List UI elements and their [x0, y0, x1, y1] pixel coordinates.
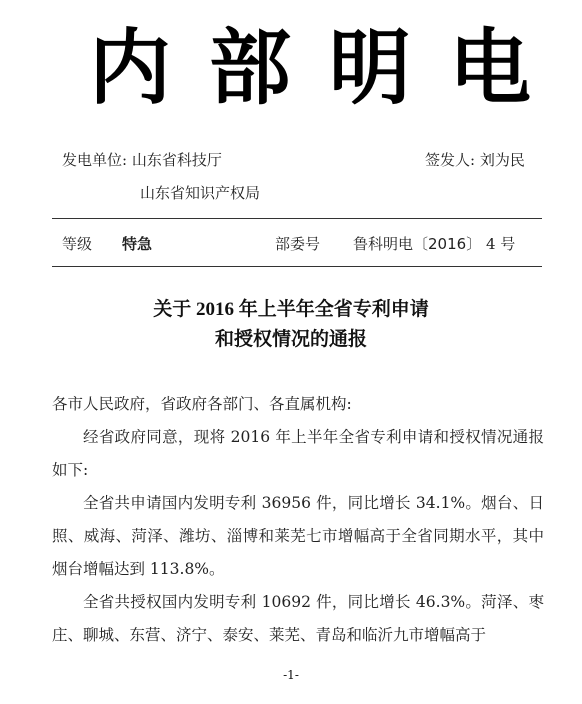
body-paragraph: 经省政府同意，现将 2016 年上半年全省专利申请和授权情况通报如下:	[52, 428, 544, 479]
signer-label: 签发人:	[425, 151, 476, 169]
issuer-name-2: 山东省知识产权局	[140, 184, 261, 202]
body-paragraph: 全省共授权国内发明专利 10692 件，同比增长 46.3%。菏泽、枣庄、聊城、东营、济宁、泰安、莱芜、青岛和临沂九市增幅高于	[52, 593, 544, 644]
document-number	[353, 234, 515, 254]
doc-number-prefix: 鲁科明电	[353, 235, 414, 253]
document-body	[52, 388, 544, 652]
document-title-line-1: 关于 2016 年上半年全省专利申请	[153, 299, 429, 320]
body-paragraph: 全省共申请国内发明专利 36956 件，同比增长 34.1%。烟台、日照、威海、菏泽、潍坊、淄博和莱芜七市增幅高于全省同期水平，其中烟台增幅达到 113.8%。	[52, 494, 544, 578]
dept-number-label: 部委号	[275, 235, 321, 253]
issuer-name: 山东省科技厅	[131, 151, 222, 169]
grade-value: 特急	[122, 235, 153, 253]
issuer-line	[62, 150, 222, 170]
doc-number-year: 〔2016〕	[413, 235, 482, 253]
salutation: 各市人民政府，省政府各部门、各直属机构:	[52, 395, 352, 413]
document-title-line-2: 和授权情况的通报	[214, 329, 367, 350]
issuer-label: 发电单位:	[62, 151, 128, 169]
masthead-title: 内部明电	[88, 20, 569, 116]
signer-line	[425, 150, 525, 170]
grade-label: 等级	[62, 235, 93, 253]
doc-number-num: 4 号	[485, 235, 516, 253]
header-top-rule	[52, 218, 542, 219]
signer-name: 刘为民	[479, 151, 525, 169]
header-bottom-rule	[52, 266, 542, 267]
page-number: -1-	[283, 668, 299, 682]
